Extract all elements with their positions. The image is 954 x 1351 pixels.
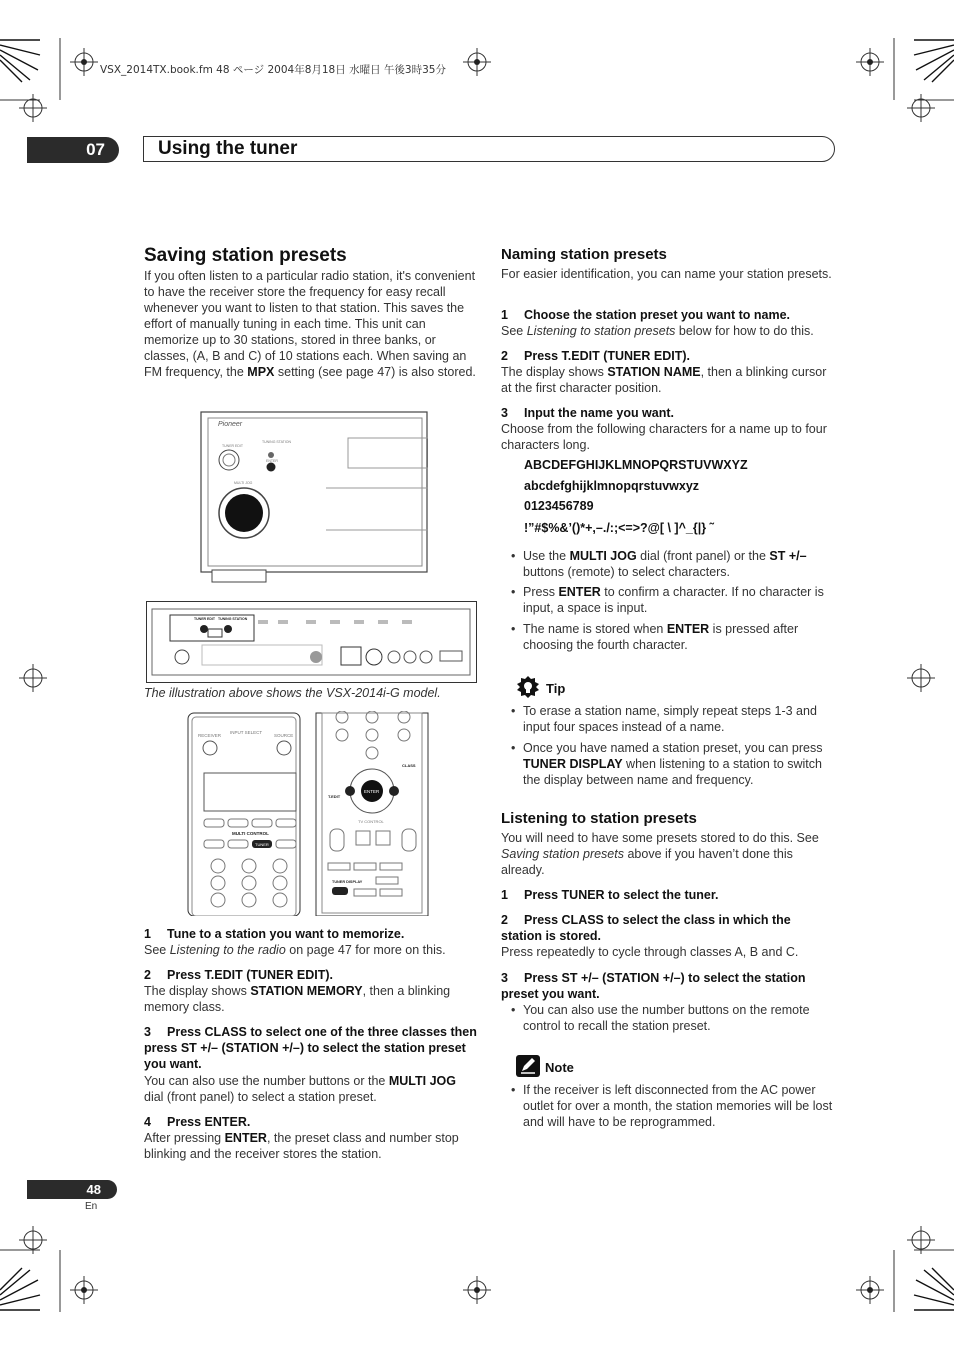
naming-bullet-2-a: Press [523,585,559,599]
naming-bullet-1-e: buttons (remote) to select characters. [523,565,731,579]
tip-bullet-2-a: Once you have named a station preset, you can press [523,741,823,755]
saving-intro-mpx: MPX [247,365,275,379]
chars-lower: abcdefghijklmnopqrstuvwxyz [524,479,700,493]
note-icon [516,1055,540,1077]
remote-control-illustration [186,711,430,916]
naming-bullet-2-c: to confirm a character. If no character is input, a space is input. [523,585,824,615]
remote-label-input-select: INPUT SELECT [230,730,263,735]
saving-intro [144,268,478,380]
naming-bullet-1-b: MULTI JOG [569,549,637,563]
panel-label-tuner-edit: TUNER EDIT [222,444,243,448]
listening-step-3-number: 3 [501,971,508,985]
saving-step-2 [144,967,478,983]
naming-step-3-number: 3 [501,406,508,420]
saving-step-3-desc [144,1073,478,1105]
saving-step-1-desc-b: on page 47 for more on this. [285,943,446,957]
saving-step-1-desc [144,942,478,958]
listening-step-1-number: 1 [501,888,508,902]
listening-intro [501,830,835,878]
naming-bullet-1-a: Use the [523,549,570,563]
naming-step-3 [501,405,835,421]
listening-step-2-desc: Press repeatedly to cycle through classes A, B and C. [501,945,799,959]
saving-step-3-number: 3 [144,1025,151,1039]
tip-bullet-2 [501,740,835,788]
listening-step-1 [501,887,835,903]
saving-intro-text-end: setting (see page 47) is also stored. [274,365,476,379]
saving-intro-text: If you often listen to a particular radio station, it's convenient to have the receiver store the frequency for easy recall whenever you want to listen to that station. This saves the effort of manually tuning in each time. This unit can memorize up to 30 stations, stored in three banks, or classes, (A, B and C) of 10 stations each. When saving an FM frequency, the [144,269,476,379]
saving-step-2-desc-b: STATION MEMORY [250,984,363,998]
naming-step-1-desc [501,323,841,339]
saving-step-1-desc-ref: Listening to the radio [169,943,286,957]
print-info: VSX_2014TX.book.fm 48 ページ 2004年8月18日 水曜日 午後3時35分 [100,64,446,76]
naming-step-1-number: 1 [501,308,508,322]
saving-step-3-desc-a: You can also use the number buttons or the [144,1074,389,1088]
saving-step-2-desc-a: The display shows [144,984,251,998]
naming-step-1-desc-b: below for how to do this. [675,324,814,338]
note-label: Note [545,1060,574,1075]
listening-intro-a: You will need to have some presets stored to do this. See [501,831,819,845]
tip-label: Tip [546,681,566,696]
saving-step-2-desc-c: , then a blinking memory class. [144,984,451,1014]
chapter-title: Using the tuner [158,138,298,159]
naming-step-2-text: Press T.EDIT (TUNER EDIT). [524,349,690,363]
remote-label-tuner-display: TUNER DISPLAY [332,880,363,884]
naming-step-1 [501,307,835,323]
saving-step-3-text: Press CLASS to select one of the three classes then press ST +/– (STATION +/–) to select the station preset you want. [144,1025,477,1071]
receiver-front-panel-illustration [196,410,428,585]
panel-label-multi-jog: MULTI JOG [234,481,253,485]
naming-step-2 [501,348,835,364]
chars-upper: ABCDEFGHIJKLMNOPQRSTUVWXYZ [524,458,748,472]
panel-label-enter: ENTER [266,459,278,463]
saving-step-1 [144,926,478,942]
saving-step-3-desc-c: dial (front panel) to select a station preset. [144,1090,377,1104]
page-number: 48 [27,1180,117,1199]
saving-step-1-text: Tune to a station you want to memorize. [167,927,405,941]
listening-step-3-bullet: • You can also use the number buttons on the remote control to recall the station preset. [501,1002,835,1034]
naming-bullet-1-c: dial (front panel) or the [636,549,770,563]
saving-step-4-desc-b: ENTER [224,1131,267,1145]
front-panel-controls-strip [146,601,477,683]
naming-bullet-3-a: The name is stored when [523,622,667,636]
chars-digits: 0123456789 [524,499,594,513]
tip-bullet-2-c: when listening to a station to switch the display between name and frequency. [523,757,822,787]
naming-step-3-desc: Choose from the following characters for a name up to four characters long. [501,422,827,452]
listening-step-2-number: 2 [501,913,508,927]
saving-step-4-text: Press ENTER. [167,1115,251,1129]
saving-step-3 [144,1024,478,1072]
listening-intro-ref: Saving station presets [501,847,624,861]
listening-step-3 [501,970,835,1002]
saving-step-4-desc-c: , the preset class and number stop blinking and the receiver stores the station. [144,1131,459,1161]
saving-step-4-number: 4 [144,1115,151,1129]
naming-step-3-text: Input the name you want. [524,406,675,420]
naming-bullet-3 [501,621,835,653]
naming-bullet-3-c: is pressed after choosing the fourth character. [523,622,799,652]
saving-step-2-desc [144,983,478,1015]
remote-label-class: CLASS [402,763,416,768]
naming-step-1-desc-a: See [501,324,527,338]
remote-label-enter: ENTER [364,789,380,794]
panel-label-tuning-station: TUNING STATION [262,440,292,444]
naming-bullet-3-b: ENTER [666,622,710,636]
saving-step-2-number: 2 [144,968,151,982]
saving-step-1-desc-a: See [144,943,170,957]
listening-intro-b: above if you haven’t done this already. [501,847,793,877]
listening-step-3-text: Press ST +/– (STATION +/–) to select the station preset you want. [501,971,806,1001]
chars-symbols: !”#$%&’()*+,–./:;<=>?@[ \ ]^_{|} ˜ [524,521,714,535]
section-title-naming: Naming station presets [501,246,667,263]
saving-step-1-number: 1 [144,927,151,941]
language-code: En [85,1201,98,1212]
naming-step-2-desc-b: STATION NAME [607,365,701,379]
saving-step-4 [144,1114,478,1130]
note-bullet-1: • If the receiver is left disconnected from the AC power outlet for over a month, the station memories will be lost and will have to be reprogrammed. [501,1082,835,1130]
naming-bullet-2-b: ENTER [558,585,601,599]
listening-step-1-text: Press TUNER to select the tuner. [524,888,719,902]
listening-step-2 [501,912,811,944]
saving-step-2-text: Press T.EDIT (TUNER EDIT). [167,968,333,982]
naming-bullet-1-d: ST +/– [769,549,807,563]
naming-bullet-1 [501,548,835,580]
naming-step-2-desc-a: The display shows [501,365,608,379]
saving-step-4-desc-a: After pressing [144,1131,225,1145]
remote-label-multi-control: MULTI CONTROL [232,831,269,836]
illustration-caption: The illustration above shows the VSX-2014i-G model. [144,686,441,700]
naming-bullet-2 [501,584,835,616]
chapter-number: 07 [27,137,119,163]
remote-label-tuner: TUNER [255,842,269,847]
listening-step-2-text: Press CLASS to select the class in which the station is stored. [501,913,791,943]
remote-label-receiver: RECEIVER [198,733,222,738]
remote-label-source: SOURCE [274,733,294,738]
strip-label-tuner-edit: TUNER EDIT [194,617,215,621]
naming-step-1-text: Choose the station preset you want to name. [524,308,791,322]
panel-brand-logo: Pioneer [218,421,243,428]
naming-intro: For easier identification, you can name your station presets. [501,267,832,281]
remote-label-t-edit: T.EDIT [328,794,341,799]
naming-step-2-desc [501,364,835,396]
lightbulb-icon [515,675,541,699]
remote-label-tv-control: TV CONTROL [358,819,384,824]
saving-step-4-desc [144,1130,478,1162]
tip-bullet-1: • To erase a station name, simply repeat steps 1-3 and input four spaces instead of a name. [501,703,835,735]
naming-step-1-desc-ref: Listening to station presets [526,324,676,338]
naming-step-2-desc-c: , then a blinking cursor at the first character position. [501,365,827,395]
naming-step-2-number: 2 [501,349,508,363]
tip-bullet-2-b: TUNER DISPLAY [523,757,623,771]
strip-label-tuning-station: TUNING STATION [218,617,248,621]
section-title-listening: Listening to station presets [501,810,697,827]
section-title-saving: Saving station presets [144,245,347,266]
saving-step-3-desc-b: MULTI JOG [388,1074,456,1088]
